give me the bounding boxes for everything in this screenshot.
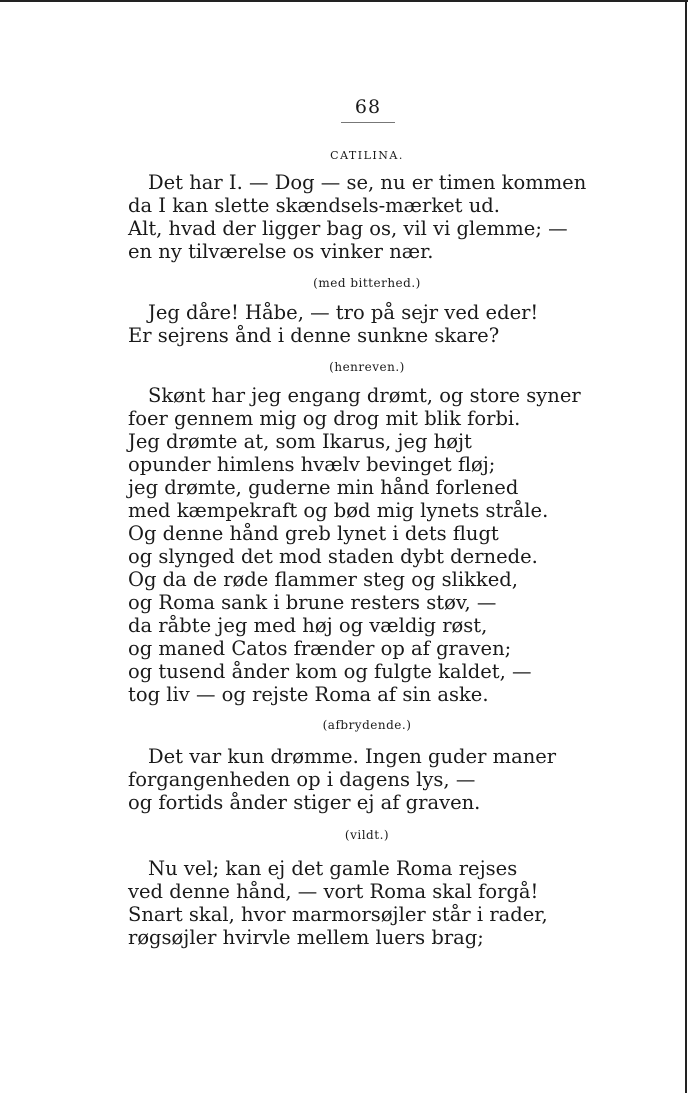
verse-line: Nu vel; kan ej det gamle Roma rejses bbox=[148, 857, 518, 880]
verse-line: en ny tilværelse os vinker nær. bbox=[128, 240, 434, 263]
verse-line: og maned Catos frænder op af graven; bbox=[128, 637, 512, 660]
page-number: 68 bbox=[354, 96, 382, 118]
verse-line: Det har I. — Dog — se, nu er timen kommen bbox=[148, 171, 587, 194]
speaker-name: CATILINA. bbox=[330, 149, 404, 162]
verse-line: og fortids ånder stiger ej af graven. bbox=[128, 791, 481, 814]
verse-line: og tusend ånder kom og fulgte kaldet, — bbox=[128, 660, 532, 683]
page-number-rule bbox=[341, 122, 395, 123]
stage-direction: (henreven.) bbox=[329, 360, 405, 374]
verse-line: Alt, hvad der ligger bag os, vil vi glemme; — bbox=[128, 217, 568, 240]
verse-line: og Roma sank i brune resters støv, — bbox=[128, 591, 497, 614]
verse-line: forgangenheden op i dagens lys, — bbox=[128, 768, 476, 791]
verse-line: Snart skal, hvor marmorsøjler står i rader, bbox=[128, 903, 548, 926]
verse-line: med kæmpekraft og bød mig lynets stråle. bbox=[128, 499, 549, 522]
verse-line: Det var kun drømme. Ingen guder maner bbox=[148, 745, 557, 768]
verse-line: Jeg drømte at, som Ikarus, jeg højt bbox=[128, 430, 472, 453]
stage-direction: (afbrydende.) bbox=[322, 718, 412, 732]
verse-line: Jeg dåre! Håbe, — tro på sejr ved eder! bbox=[148, 301, 539, 324]
verse-line: Og da de røde flammer steg og slikked, bbox=[128, 568, 518, 591]
page-top-edge bbox=[0, 0, 688, 2]
verse-line: Og denne hånd greb lynet i dets flugt bbox=[128, 522, 499, 545]
stage-direction: (vildt.) bbox=[344, 828, 390, 842]
verse-line: Er sejrens ånd i denne sunkne skare? bbox=[128, 324, 500, 347]
verse-line: ved denne hånd, — vort Roma skal forgå! bbox=[128, 880, 539, 903]
verse-line: opunder himlens hvælv bevinget fløj; bbox=[128, 453, 496, 476]
verse-line: jeg drømte, guderne min hånd forlened bbox=[128, 476, 519, 499]
verse-line: røgsøjler hvirvle mellem luers brag; bbox=[128, 926, 484, 949]
verse-line: da I kan slette skændsels-mærket ud. bbox=[128, 194, 500, 217]
verse-line: og slynged det mod staden dybt dernede. bbox=[128, 545, 538, 568]
page-right-edge bbox=[685, 0, 687, 1093]
verse-line: foer gennem mig og drog mit blik forbi. bbox=[128, 407, 521, 430]
verse-line: Skønt har jeg engang drømt, og store syner bbox=[148, 384, 581, 407]
verse-line: tog liv — og rejste Roma af sin aske. bbox=[128, 683, 489, 706]
stage-direction: (med bitterhed.) bbox=[313, 276, 421, 290]
verse-line: da råbte jeg med høj og vældig røst, bbox=[128, 614, 488, 637]
